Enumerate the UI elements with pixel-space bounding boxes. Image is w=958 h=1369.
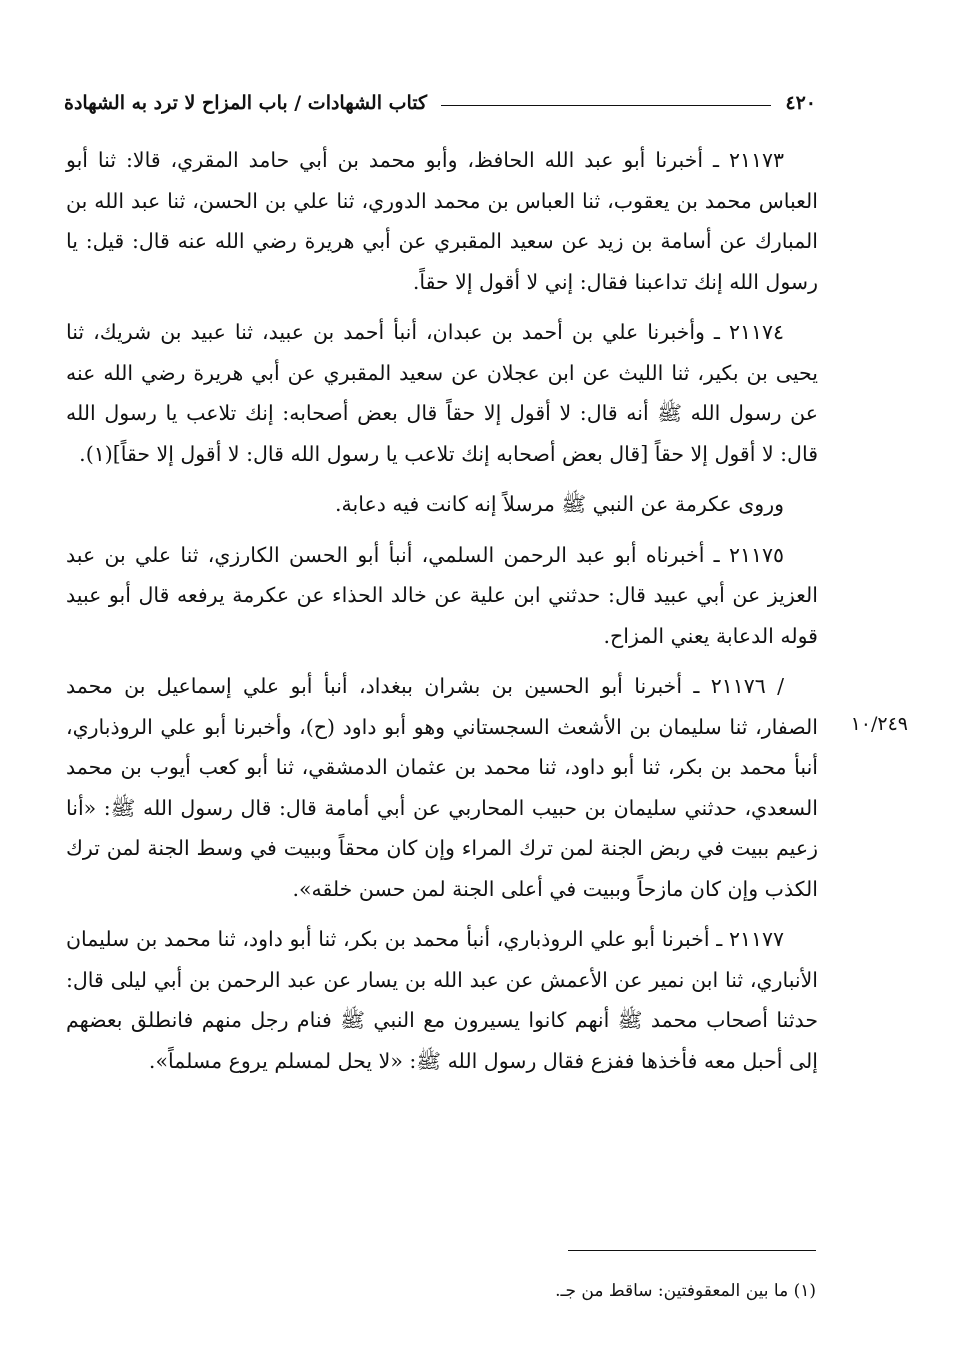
- paragraph-ikrima: وروى عكرمة عن النبي ﷺ مرسلاً إنه كانت فيه دعابة.: [335, 492, 784, 516]
- paragraph-21176: / ٢١١٧٦ ـ أخبرنا أبو الحسين بن بشران ببغداد، أنبأ أبو علي إسماعيل بن محمد الصفار، ثنا سليمان بن الأشعث السجستاني وهو أبو داود (ح)، وأخبرنا أبو علي الروذباري، أنبأ محمد بن بكر، ثنا أبو داود، ثنا محمد بن عثمان الدمشقي، ثنا أبو كعب أيوب بن محمد السعدي، حدثني سليمان بن حبيب المحاربي عن أبي أمامة قال: قال رسول الله ﷺ: «أنا زعيم ببيت في ربض الجنة لمن ترك المراء وإن كان محقاً وببيت في وسط الجنة لمن ترك الكذب وإن كان مازحاً وببيت في أعلى الجنة لمن حسن خلقه».: [66, 674, 818, 901]
- paragraph-21175: ٢١١٧٥ ـ أخبرناه أبو عبد الرحمن السلمي، أنبأ أبو الحسن الكارزي، ثنا علي بن عبد العزيز عن أبي عبيد قال: حدثني ابن علية عن خالد الحذاء عن عكرمة يرفعه قال أبو عبيد قوله الدعابة يعني المزاح.: [66, 542, 818, 648]
- main-text: [66, 140, 818, 1091]
- margin-reference: ١٠/٢٤٩: [850, 713, 908, 735]
- page-number: ٤٢٠: [785, 92, 816, 114]
- header-title: كتاب الشهادات / باب المزاح لا ترد به الشهادة: [64, 92, 428, 114]
- paragraph-21174: ٢١١٧٤ ـ وأخبرنا علي بن أحمد بن عبدان، أنبأ أحمد بن عبيد، ثنا عبيد بن شريك، ثنا يحيى بن بكير، ثنا الليث عن ابن عجلان عن سعيد المقبري عن أبي هريرة رضي الله عنه عن رسول الله ﷺ أنه قال: لا أقول إلا حقاً قال بعض أصحابه: إنك تلاعب يا رسول الله قال: لا أقول إلا حقاً [قال بعض أصحابه إنك تلاعب يا رسول الله قال: لا أقول إلا حقاً](١).: [66, 320, 818, 466]
- running-header: [64, 86, 816, 120]
- paragraph-21173: ٢١١٧٣ ـ أخبرنا أبو عبد الله الحافظ، وأبو محمد بن أبي حامد المقري، قالا: ثنا أبو العباس محمد بن يعقوب، ثنا العباس بن محمد الدوري، ثنا علي بن الحسن، ثنا عبد الله بن المبارك عن أسامة بن زيد عن سعيد المقبري عن أبي هريرة رضي الله عنه قال: قيل: يا رسول الله إنك تداعبنا فقال: إني لا أقول إلا حقاً.: [66, 148, 818, 294]
- paragraph-21177: ٢١١٧٧ ـ أخبرنا أبو علي الروذباري، أنبأ محمد بن بكر، ثنا أبو داود، ثنا محمد بن سليمان الأنباري، ثنا ابن نمير عن الأعمش عن عبد الله بن يسار عن عبد الرحمن بن أبي ليلى قال: حدثنا أصحاب محمد ﷺ أنهم كانوا يسيرون مع النبي ﷺ فنام رجل منهم فانطلق بعضهم إلى أحبل معه فأخذها ففزع فقال رسول الله ﷺ: «لا يحل لمسلم يروع مسلماً».: [66, 927, 818, 1073]
- footnote-rule: [568, 1250, 816, 1251]
- header-rule: [441, 105, 771, 106]
- footnote: (١) ما بين المعقوفتين: ساقط من جـ.: [555, 1281, 816, 1301]
